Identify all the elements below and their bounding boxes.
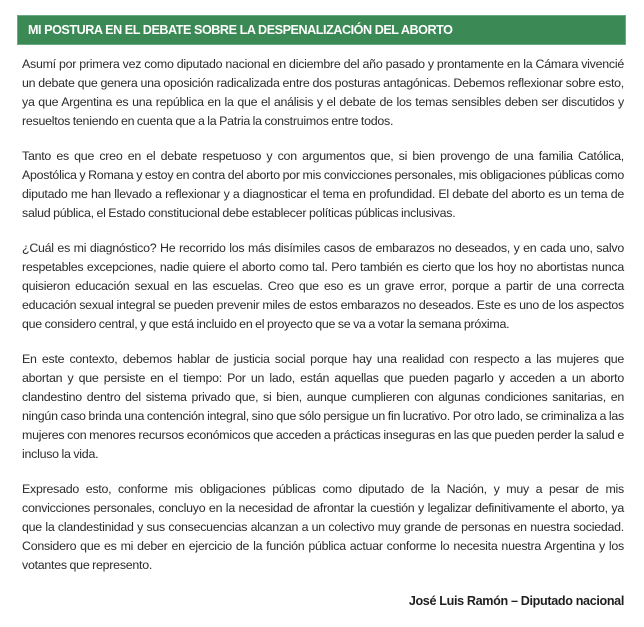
paragraph-conclusion: Expresado esto, conforme mis obligaciones públicas como diputado de la Nación, y muy a pesar de mis convicciones personales, concluyo en la necesidad de afrontar la cuestión y legalizar definitivamente el aborto, ya que la clandestinidad y sus consecuencias alcanzan a un colectivo muy grande de personas en nuestra sociedad. Considero que es mi deber en ejercicio de la función pública actuar conforme lo necesita nuestra Argentina y los votantes que represento. [22, 482, 624, 572]
paragraph-convictions: Tanto es que creo en el debate respetuoso y con argumentos que, si bien provengo de una familia Católica, Apostólica y Romana y estoy en contra del aborto por mis convicciones personales, mis obligaciones públicas como diputado me han llevado a reflexionar y a diagnosticar el tema en profundidad. El debate del aborto es un tema de salud pública, el Estado constitucional debe establecer políticas públicas inclusivas. [22, 149, 624, 220]
paragraph-intro: Asumí por primera vez como diputado nacional en diciembre del año pasado y prontamente en la Cámara vivencié un debate que genera una oposición radicalizada entre dos posturas antagónicas. Debemos reflexionar sobre esto, ya que Argentina es una república en la que el análisis y el debate de los temas sensibles deben ser discutidos y resueltos teniendo en cuenta que a la Patria la construimos entre todos. [22, 57, 624, 128]
title-banner [17, 15, 626, 45]
paragraph-diagnosis: ¿Cuál es mi diagnóstico? He recorrido los más disímiles casos de embarazos no deseados, y en cada uno, salvo respetables excepciones, nadie quiere el aborto como tal. Pero también es cierto que los hoy no abortistas nunca quisieron educación sexual en las escuelas. Creo que eso es un grave error, porque a partir de una correcta educación sexual integral se pueden prevenir miles de estos embarazos no deseados. Este es uno de los aspectos que considero central, y que está incluido en el proyecto que se va a votar la semana próxima. [22, 241, 624, 331]
document-title: MI POSTURA EN EL DEBATE SOBRE LA DESPENALIZACIÓN DEL ABORTO [28, 23, 453, 37]
article-body [22, 55, 624, 575]
author-signature: José Luis Ramón – Diputado nacional [408, 594, 624, 608]
paragraph-social-justice: En este contexto, debemos hablar de justicia social porque hay una realidad con respecto a las mujeres que abortan y que persiste en el tiempo: Por un lado, están aquellas que pueden pagarlo y acceden a un aborto clandestino dentro del sistema privado que, si bien, aunque cumplieren con algunas condiciones sanitarias, en ningún caso brinda una contención integral, sino que sólo persigue un fin lucrativo. Por otro lado, se criminaliza a las mujeres con menores recursos económicos que acceden a prácticas inseguras en las que pueden perder la salud e incluso la vida. [22, 352, 624, 461]
